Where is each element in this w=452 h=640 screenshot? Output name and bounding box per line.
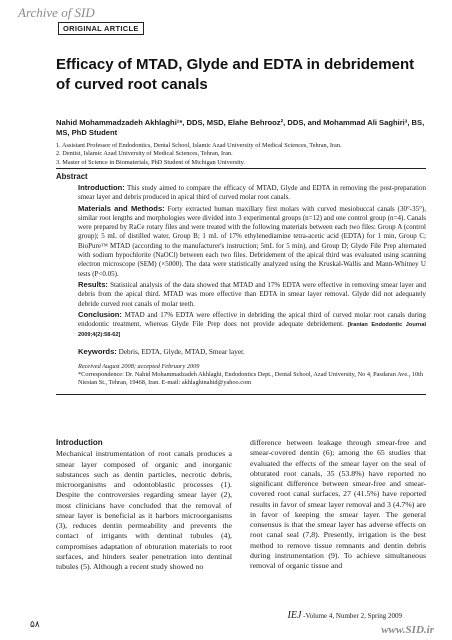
body-text-left: Mechanical instrumentation of root canals produces a smear layer composed of organic and inorganic substances such as dentin particles, necrotic debris, microorganisms and odontoblastic processes (1). Despite the controversies regarding smear layer (2), most clinicians have concluded that the removal of smear layer is beneficial as it harbors microorganisms (3), reduces dentin permeability and prevents the contact of irrigants with dentinal tubules (4), compromises adaptation of obturation materials to root surfaces, and hinders sealer penetration into dentinal tubules (5). Although a recent study showed no <box>56 449 232 571</box>
keywords <box>56 347 426 356</box>
abstract-introduction <box>56 183 426 203</box>
article-type-badge: ORIGINAL ARTICLE <box>58 22 144 35</box>
abstract-conclusion <box>56 310 426 341</box>
correspondence: *Correspondence: Dr. Nahid Mohammadzadeh Akhlaghi, Endodontics Dept., Dental School, Azad University, No 4, Pasdaran Ave., 10th Niestan St., Tehran, 19468, Iran. E-mail: akhlaghinahid@yahoo.com <box>78 371 424 387</box>
received-date: Received August 2008; accepted February 2009 <box>78 362 200 370</box>
author-list: Nahid Mohammadzadeh Akhlaghi¹*, DDS, MSD, Elahe Behrooz², DDS, and Mohammad Ali Saghiri³, BS, MS, PhD Student <box>56 118 425 137</box>
page-number: ۵۸ <box>30 620 40 630</box>
abstract-heading: Abstract <box>56 172 88 181</box>
keywords-text: Debris, EDTA, Glyde, MTAD, Smear layer. <box>116 347 245 356</box>
watermark-sid-url: www.SID.ir <box>381 624 434 636</box>
abstract-methods <box>56 204 426 279</box>
watermark-archive-of-sid: Archive of SID <box>18 5 95 20</box>
dates-correspondence <box>56 363 426 388</box>
body-text-right: difference between leakage through smear-free and smear-covered dentin (6); among the 65 studies that evaluated the effects of the smear layer on the seal of obturated root canals, 35 (53.8%) have reported no significant difference between smear-free and smear-covered root canal surfaces, 27 (41.5%) have reported results in favor of smear layer removal and 3 (4.7%) are in favor of keeping the smear layer. The general consensus is that the smear layer has adverse effects on root canal seal (7,8). Presently, irrigation is the best method to remove tissue remnants and dentin debris during instrumentation (9). To achieve simultaneous removal of organic tissue and <box>250 438 426 570</box>
affiliation-2: 2. Dentist, Islamic Azad University of Medical Sciences, Tehran, Iran. <box>56 150 233 158</box>
journal-issue: -Volume 4, Number 2, Spring 2009 <box>301 612 402 620</box>
journal-citation: [Iranian Endodontic Journal 2009;4(2):58-62] <box>78 322 427 339</box>
results-label: Results: <box>78 279 108 289</box>
introduction-text: This study aimed to compare the efficacy of MTAD, Glyde and EDTA in removing the post-preparation smear layer and debris produced in apical third of curved molar root canals. <box>78 184 426 202</box>
affiliation-1: 1. Assistant Professor of Endodontics, Dental School, Islamic Azad University of Medical Sciences, Tehran, Iran. <box>56 142 342 149</box>
body-column-right <box>250 438 426 571</box>
introduction-heading: Introduction <box>56 438 103 447</box>
conclusion-text: MTAD and 17% EDTA were effective in debriding the apical third of curved molar root canals during endodontic treatment, whereas Glyde File Prep does not provide adequate debridement. <box>78 310 426 329</box>
abstract-box <box>56 168 426 395</box>
affiliations <box>56 142 426 167</box>
affiliation-3: 3. Master of Science in Biomaterials, PhD Student of Michigan University. <box>56 158 245 166</box>
body-column-left <box>56 438 232 572</box>
abstract-results <box>56 280 426 309</box>
methods-label: Materials and Methods: <box>78 203 165 213</box>
paper-title: Efficacy of MTAD, Glyde and EDTA in debridement of curved root canals <box>56 56 415 93</box>
journal-footer <box>288 610 402 621</box>
introduction-label: Introduction: <box>78 183 125 192</box>
methods-text: Forty extracted human maxillary first molars with curved mesiobuccal canals (30°-35°), similar root lengths and morphologies were divided into 3 experimental groups (n=12) and one control group (n=4). Canals were prepared by RaCe rotary files and were treated with the following materials between each two files: Group A (control group); 5 mL of distilled water, Group B; 1 mL of 17% ethylenediamine tetra-acetic acid (EDTA) for 1 min, Group C; BioPure™ MTAD (according to the manufacturer's instruction; 5mL for 5 min), and Group D; Glyde File Prep alternated with sodium hypochlorite (NaOCl) between each two files. Debridement of the apical third was evaluated using scanning electron microscope (SEM) (×5000). The data were statistically analyzed using the Kruskal-Wallis and Mann-Whitney U tests (P<0.05). <box>78 204 426 278</box>
keywords-label: Keywords: <box>78 346 117 356</box>
journal-abbr: IEJ <box>287 610 302 621</box>
conclusion-label: Conclusion: <box>78 309 122 319</box>
results-text: Statistical analysis of the data showed that MTAD and 17% EDTA were effective in removing smear layer and debris from the apical third. MTAD was more effective than EDTA in smear layer removal. Glyde did not adequately debride curved root canals of molar teeth. <box>78 280 426 308</box>
